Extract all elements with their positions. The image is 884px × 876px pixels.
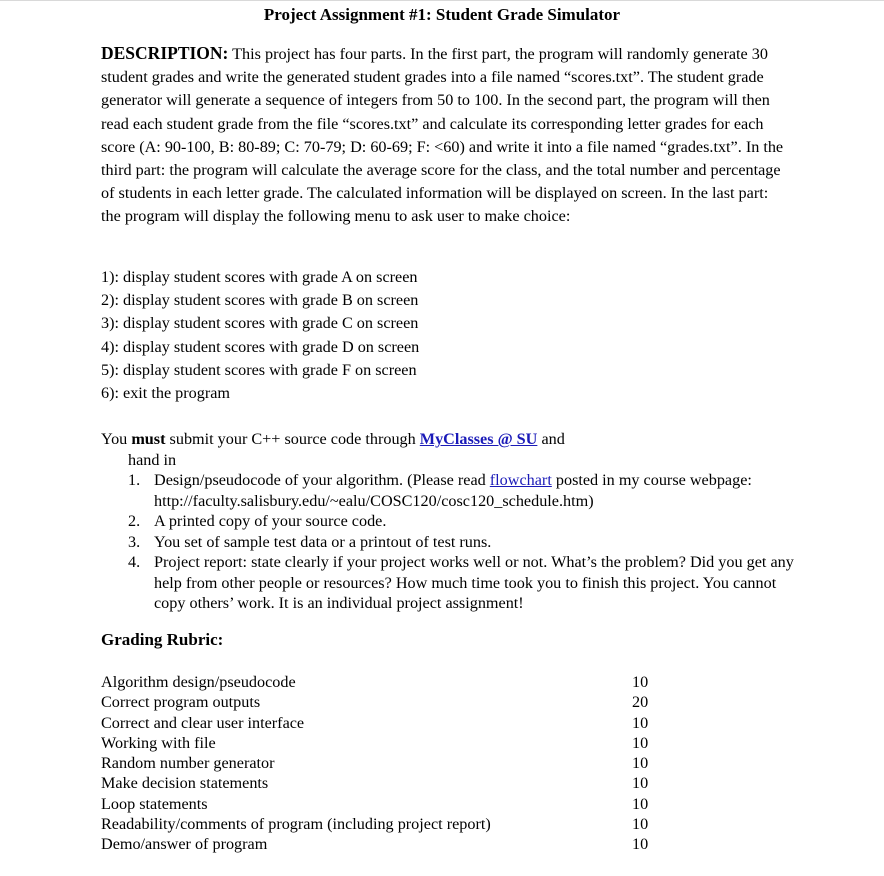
must-emphasis: must: [131, 430, 166, 448]
rubric-points: 10: [632, 794, 649, 813]
rubric-item: Correct and clear user interface: [101, 713, 305, 732]
item-text: Design/pseudocode of your algorithm. (Please read: [154, 471, 490, 489]
submission-middle: submit your C++ source code through: [165, 430, 420, 448]
rubric-heading: Grading Rubric:: [101, 630, 224, 649]
rubric-item: Demo/answer of program: [101, 835, 268, 854]
item-text-after: posted in my course webpage: http://faculty.salisbury.edu/~ealu/COSC120/cosc120_schedule.htm): [154, 471, 752, 510]
list-item: [101, 470, 801, 511]
table-row: [101, 753, 661, 773]
menu-item: 1): display student scores with grade A on screen: [101, 268, 418, 286]
rubric-points: 10: [632, 733, 649, 752]
rubric-points: 10: [632, 815, 649, 834]
page-title: Project Assignment #1: Student Grade Simulator: [263, 5, 621, 24]
rubric-item: Loop statements: [101, 794, 208, 813]
list-item: [101, 511, 801, 532]
rubric-points: 10: [632, 673, 649, 691]
flowchart-link[interactable]: flowchart: [489, 471, 552, 489]
table-row: [101, 834, 661, 854]
hand-in-label: hand in: [128, 450, 177, 469]
list-number: 4.: [128, 553, 141, 571]
submission-section: [101, 429, 801, 614]
rubric-item: Make decision statements: [101, 774, 269, 793]
submission-suffix: and: [537, 430, 565, 448]
table-row: [101, 733, 661, 753]
rubric-points: 10: [632, 713, 649, 732]
list-number: 3.: [128, 532, 141, 551]
requirements-list: [101, 470, 801, 614]
rubric-item: Working with file: [101, 733, 216, 752]
menu-item: 4): display student scores with grade D on screen: [101, 337, 420, 356]
menu-item: 5): display student scores with grade F on screen: [101, 360, 417, 379]
table-row: [101, 794, 661, 814]
menu-item: 6): exit the program: [101, 384, 231, 403]
description-text: This project has four parts. In the first part, the program will randomly generate 30 student grades and write the generated student grades into a file named “scores.txt”. The student grade generator will generate a sequence of integers from 50 to 100. In the second part, the program will then read each student grade from the file “scores.txt” and calculate its corresponding letter grades for each score (A: 90-100, B: 80-89; C: 70-79; D: 60-69; F: <60) and write it into a file named “grades.txt”. In the third part: the program will calculate the average score for the class, and the total number and percentage of students in each letter grade. The calculated information will be displayed on screen. In the last part: the program will display the following menu to ask user to make choice:: [101, 45, 784, 226]
rubric-points: 10: [632, 835, 649, 854]
item-text: A printed copy of your source code.: [154, 512, 387, 530]
description-paragraph: [101, 42, 791, 229]
rubric-item: Readability/comments of program (including project report): [101, 815, 491, 834]
list-number: 2.: [128, 512, 141, 530]
item-text: Project report: state clearly if your project works well or not. What’s the problem? Did you get any help from other people or resources? How much time took you to finish this project. You cannot copy others’ work. It is an individual project assignment!: [154, 553, 794, 612]
item-text: You set of sample test data or a printout of test runs.: [154, 532, 492, 551]
rubric-item: Algorithm design/pseudocode: [101, 673, 296, 691]
description-label: DESCRIPTION:: [101, 43, 229, 63]
top-divider: [0, 0, 884, 1]
menu-item: 2): display student scores with grade B on screen: [101, 291, 419, 310]
submission-line: [101, 429, 801, 450]
table-row: [101, 672, 661, 692]
table-row: [101, 692, 661, 712]
list-number: 1.: [128, 471, 141, 489]
table-row: [101, 713, 661, 733]
program-menu: [101, 266, 701, 405]
submission-prefix: You: [101, 430, 132, 448]
rubric-points: 10: [632, 774, 649, 793]
menu-item: 3): display student scores with grade C on screen: [101, 314, 419, 333]
rubric-item: Correct program outputs: [101, 693, 261, 712]
rubric-points: 20: [632, 693, 649, 712]
list-item: [101, 532, 801, 553]
table-row: [101, 773, 661, 793]
list-item: [101, 552, 801, 614]
rubric-item: Random number generator: [101, 754, 275, 773]
table-row: [101, 814, 661, 834]
myclasses-link[interactable]: MyClasses @ SU: [419, 430, 538, 448]
rubric-points: 10: [632, 754, 649, 773]
rubric-table: [101, 672, 661, 855]
